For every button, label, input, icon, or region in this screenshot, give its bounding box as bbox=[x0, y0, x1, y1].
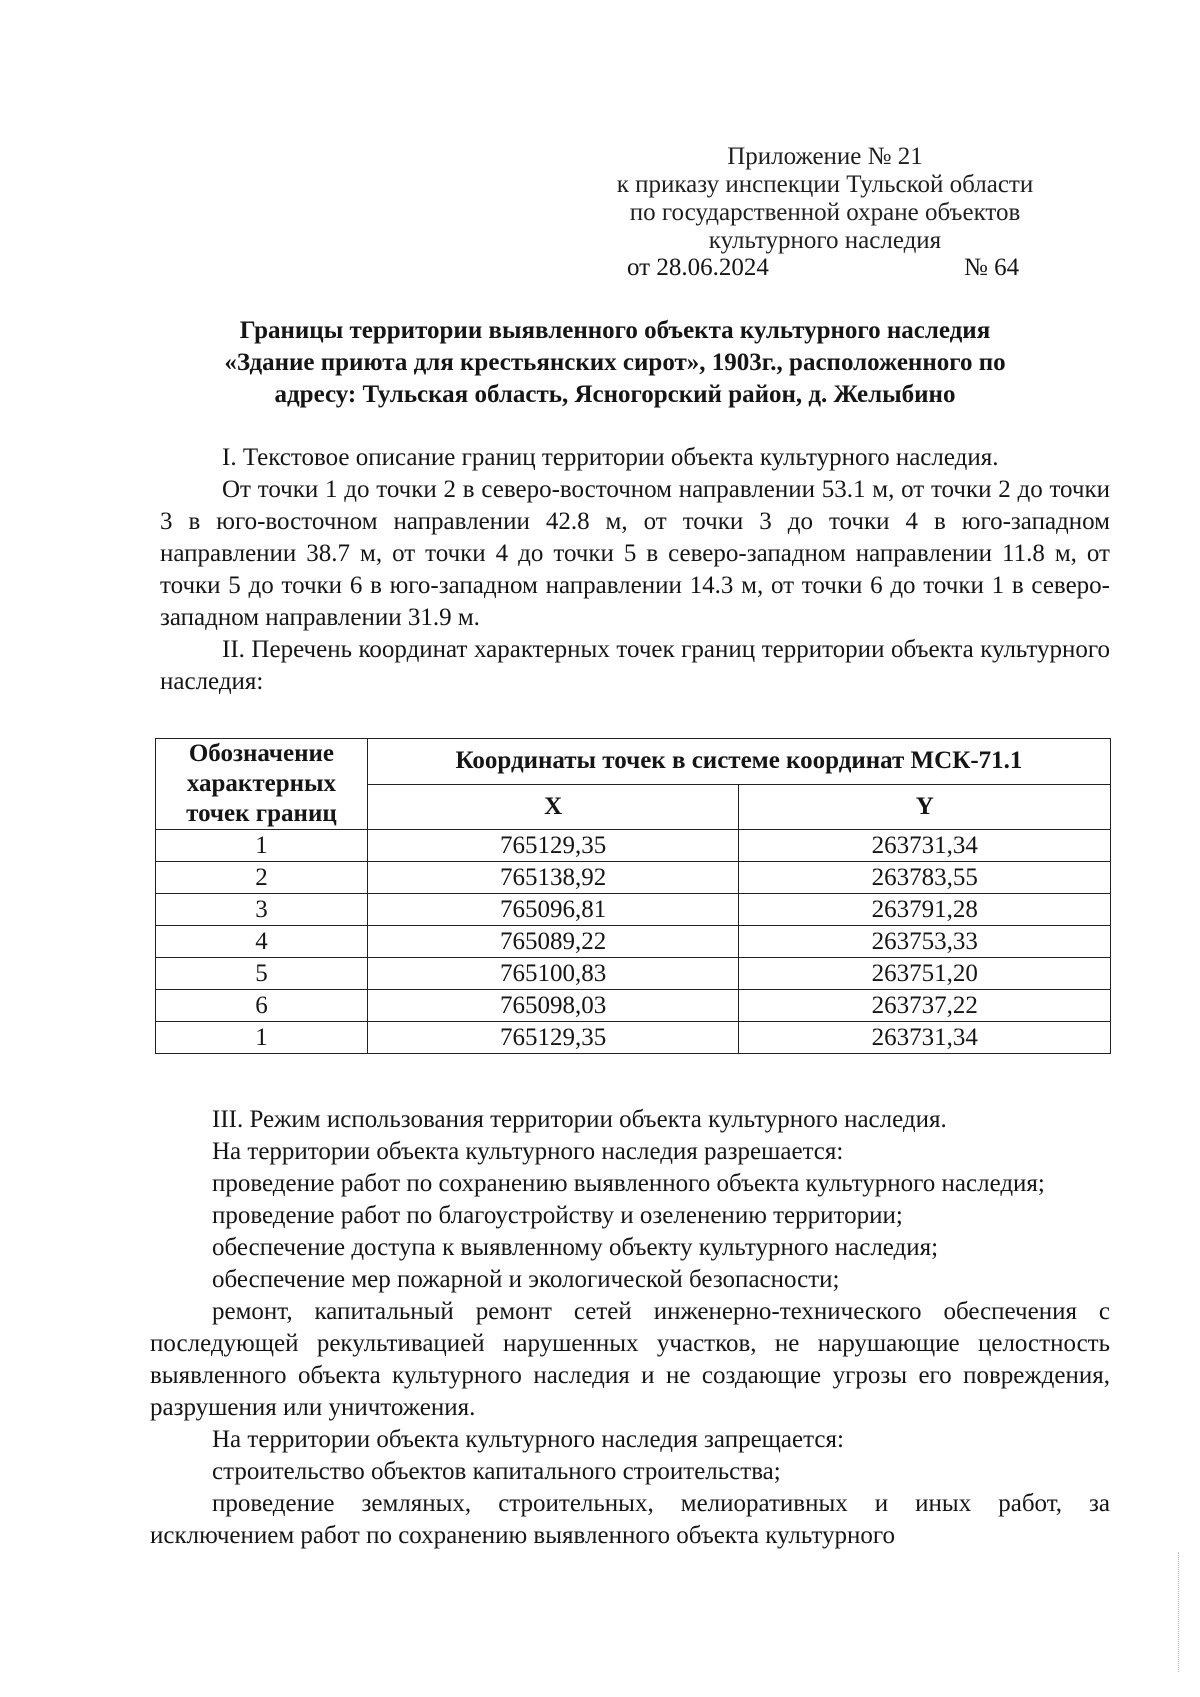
section-2-heading: II. Перечень координат характерных точек границ территории объекта культурного наследия: bbox=[160, 636, 1110, 695]
table-row bbox=[156, 926, 1111, 958]
point-cell: 2 bbox=[156, 862, 368, 894]
point-cell: 1 bbox=[156, 830, 368, 862]
y-header: Y bbox=[739, 784, 1111, 830]
allowed-item: обеспечение мер пожарной и экологической безопасности; bbox=[212, 1266, 840, 1293]
scan-margin-mark bbox=[1178, 1552, 1181, 1672]
prohibited-item: проведение земляных, строительных, мелиоративных и иных работ, за исключением работ по сохранению выявленного объекта культурного bbox=[150, 1490, 1110, 1549]
table-row bbox=[156, 1022, 1111, 1054]
section-1-text: От точки 1 до точки 2 в северо-восточном направлении 53.1 м, от точки 2 до точки 3 в юго-восточном направлении 42.8 м, от точки 3 до точки 4 в юго-западном направлении 38.7 м, от точки 4 до точки 5 в северо-западном направлении 11.8 м, от точки 5 до точки 6 в юго-западном направлении 14.3 м, от точки 6 до точки 1 в северо-западном направлении 31.9 м. bbox=[160, 476, 1110, 631]
y-cell: 263753,33 bbox=[739, 926, 1111, 958]
section-3 bbox=[150, 1104, 1110, 1552]
y-cell: 263751,20 bbox=[739, 958, 1111, 990]
y-cell: 263731,34 bbox=[739, 830, 1111, 862]
point-cell: 5 bbox=[156, 958, 368, 990]
title-line: Границы территории выявленного объекта культурного наследия bbox=[239, 317, 991, 344]
x-cell: 765129,35 bbox=[367, 1022, 739, 1054]
y-cell: 263737,22 bbox=[739, 990, 1111, 1022]
appendix-header bbox=[540, 143, 1110, 255]
title-line: «Здание приюта для крестьянских сирот», 1903г., расположенного по bbox=[224, 349, 1006, 376]
appendix-order-ref-2: по государственной охране объектов bbox=[629, 199, 1021, 226]
allowed-item: проведение работ по сохранению выявленного объекта культурного наследия; bbox=[212, 1170, 1045, 1197]
table-row bbox=[156, 958, 1111, 990]
section-3-heading: III. Режим использования территории объекта культурного наследия. bbox=[212, 1106, 947, 1133]
table-row bbox=[156, 894, 1111, 926]
x-header: X bbox=[367, 784, 739, 830]
table-row bbox=[156, 830, 1111, 862]
appendix-order-ref: к приказу инспекции Тульской области bbox=[616, 171, 1034, 198]
table-row bbox=[156, 990, 1111, 1022]
y-cell: 263791,28 bbox=[739, 894, 1111, 926]
x-cell: 765129,35 bbox=[367, 830, 739, 862]
allowed-item: обеспечение доступа к выявленному объекту культурного наследия; bbox=[212, 1234, 939, 1261]
allowed-item: ремонт, капитальный ремонт сетей инженерно-технического обеспечения с последующей рекультивацией нарушенных участков, не нарушающие целостность выявленного объекта культурного наследия и не создающие угрозы его повреждения, разрушения или уничтожения. bbox=[150, 1298, 1110, 1421]
allowed-intro: На территории объекта культурного наследия разрешается: bbox=[212, 1138, 844, 1165]
x-cell: 765098,03 bbox=[367, 990, 739, 1022]
x-cell: 765089,22 bbox=[367, 926, 739, 958]
coords-system-header: Координаты точек в системе координат МСК-71.1 bbox=[367, 739, 1110, 785]
point-cell: 3 bbox=[156, 894, 368, 926]
section-1 bbox=[160, 442, 1110, 698]
x-cell: 765100,83 bbox=[367, 958, 739, 990]
coordinates-table bbox=[155, 738, 1111, 1054]
prohibited-intro: На территории объекта культурного наследия запрещается: bbox=[212, 1426, 844, 1453]
order-number: № 64 bbox=[964, 254, 1020, 281]
point-cell: 4 bbox=[156, 926, 368, 958]
appendix-order-ref-3: культурного наследия bbox=[708, 227, 942, 254]
document-title bbox=[150, 315, 1080, 411]
order-date: от 28.06.2024 bbox=[627, 254, 769, 281]
point-header: Обозначение характерных точек границ bbox=[156, 739, 368, 830]
point-cell: 6 bbox=[156, 990, 368, 1022]
table-row bbox=[156, 862, 1111, 894]
y-cell: 263731,34 bbox=[739, 1022, 1111, 1054]
title-line: адресу: Тульская область, Ясногорский район, д. Желыбино bbox=[274, 381, 956, 408]
point-cell: 1 bbox=[156, 1022, 368, 1054]
section-1-heading: I. Текстовое описание границ территории объекта культурного наследия. bbox=[222, 444, 999, 471]
allowed-item: проведение работ по благоустройству и озеленению территории; bbox=[212, 1202, 903, 1229]
y-cell: 263783,55 bbox=[739, 862, 1111, 894]
appendix-number: Приложение № 21 bbox=[727, 143, 923, 170]
prohibited-item: строительство объектов капитального строительства; bbox=[212, 1458, 781, 1485]
x-cell: 765096,81 bbox=[367, 894, 739, 926]
x-cell: 765138,92 bbox=[367, 862, 739, 894]
